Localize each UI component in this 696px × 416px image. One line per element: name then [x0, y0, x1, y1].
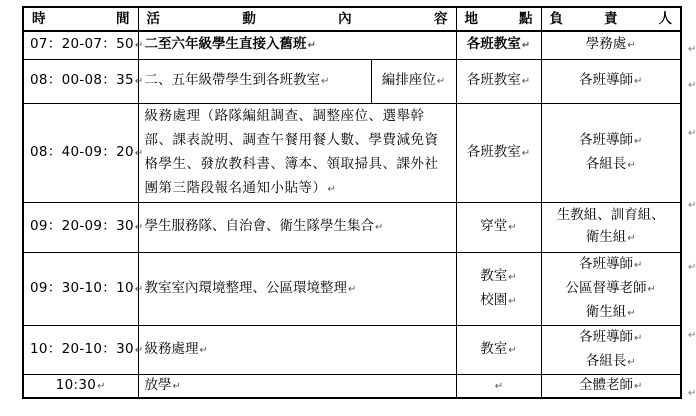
location-cell: 各班教室↵ [456, 59, 541, 103]
table-row [23, 59, 681, 103]
person-cell: 學務處↵ [541, 31, 681, 59]
header-row [23, 7, 681, 31]
time-cell: 10:30↵ [23, 374, 138, 398]
activity-cell: 教室室內環境整理、公區環境整理↵ [138, 252, 456, 325]
table-row [23, 103, 681, 202]
table-row [23, 31, 681, 59]
activity-cell: 級務處理（路隊編組調查、調整座位、選舉幹部、課表說明、調查午餐用餐人數、學費減免資格學生、發放教科書、簿本、領取掃具、課外社團第三階段報名通知小貼等）↵ [138, 103, 456, 202]
header-time: 時 間 [23, 7, 138, 31]
location-cell: 各班教室↵ [456, 31, 541, 59]
person-cell: 生教組、訓育組、 衛生組↵ [541, 202, 681, 252]
activity-cell: 二至六年級學生直接入舊班↵ [138, 31, 456, 59]
table-row [23, 374, 681, 398]
header-location: 地 點 [456, 7, 541, 31]
activity-cell: 二、五年級帶學生到各班教室↵ [138, 59, 371, 103]
table-row [23, 202, 681, 252]
time-cell: 08：40-09：20↵ [23, 103, 138, 202]
header-activity: 活 動 內 容 [138, 7, 456, 31]
row-end-mark: ↵ [688, 262, 696, 273]
activity-cell: 放學↵ [138, 374, 456, 398]
person-cell: 各班導師↵ [541, 59, 681, 103]
location-cell: 教室↵ [456, 325, 541, 374]
activity-cell: 學生服務隊、自治會、衛生隊學生集合↵ [138, 202, 456, 252]
location-cell: ↵ [456, 374, 541, 398]
location-cell: 穿堂↵ [456, 202, 541, 252]
person-cell: 各班導師↵ 各組長↵ [541, 325, 681, 374]
time-cell: 08：00-08：35↵ [23, 59, 138, 103]
row-end-mark: ↵ [688, 330, 696, 341]
person-cell: 各班導師↵ 公區督導老師↵ 衛生組↵ [541, 252, 681, 325]
row-end-marks [688, 0, 696, 416]
header-person: 負 責 人 [541, 7, 681, 31]
row-end-mark: ↵ [688, 388, 696, 399]
person-cell: 各班導師↵ 各組長↵ [541, 103, 681, 202]
activity-cell: 級務處理↵ [138, 325, 456, 374]
schedule-table [22, 6, 682, 399]
time-cell: 09：30-10：10↵ [23, 252, 138, 325]
row-end-mark: ↵ [688, 44, 696, 55]
row-end-mark: ↵ [688, 200, 696, 211]
table-row [23, 325, 681, 374]
time-cell: 10：20-10：30↵ [23, 325, 138, 374]
row-end-mark: ↵ [688, 80, 696, 91]
activity-side-cell: 編排座位↵ [371, 59, 456, 103]
row-end-mark: ↵ [688, 128, 696, 139]
table-row [23, 252, 681, 325]
person-cell: 全體老師↵ [541, 374, 681, 398]
location-cell: 教室↵ 校園↵ [456, 252, 541, 325]
time-cell: 07：20-07：50↵ [23, 31, 138, 59]
location-cell: 各班教室↵ [456, 103, 541, 202]
time-cell: 09：20-09：30↵ [23, 202, 138, 252]
